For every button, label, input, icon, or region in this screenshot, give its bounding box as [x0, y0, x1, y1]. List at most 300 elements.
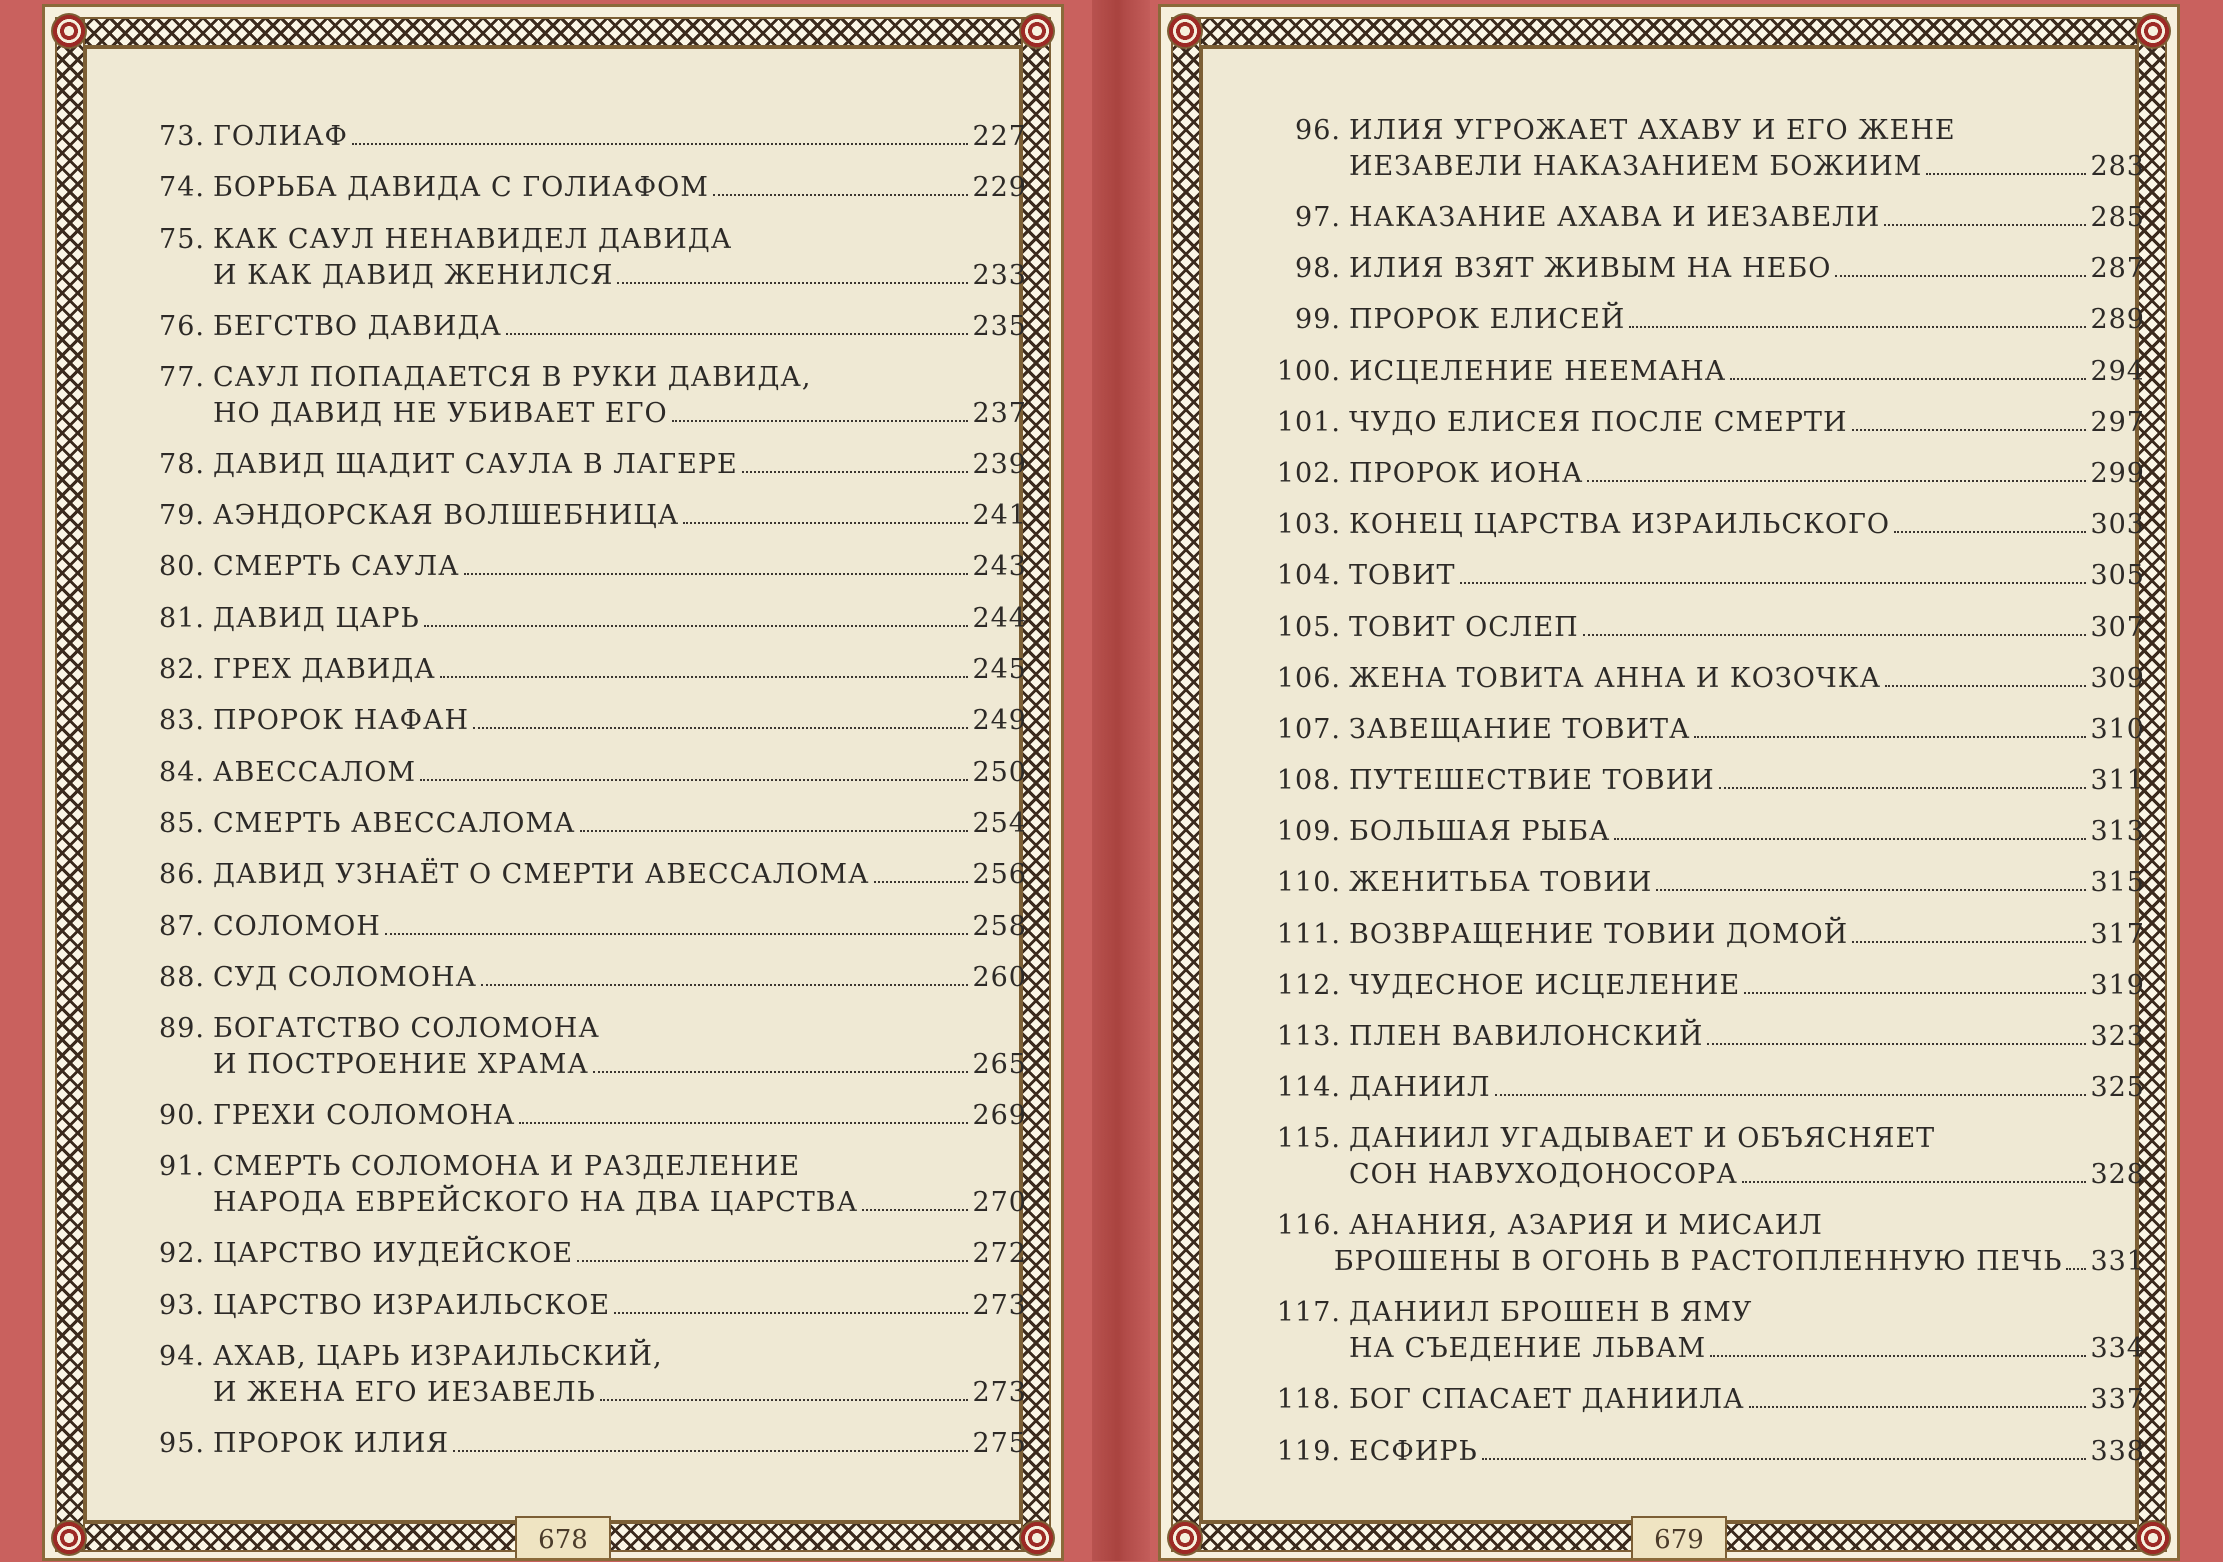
entry-page-number: 243	[972, 551, 1027, 583]
page-panel	[1201, 47, 2145, 1522]
entry-number: 93.	[159, 1289, 205, 1321]
entry-page-number: 235	[972, 310, 1027, 342]
corner-rosette-icon	[2135, 1520, 2171, 1556]
dot-leader	[1694, 736, 2086, 738]
corner-rosette-icon	[2135, 13, 2171, 49]
toc-line	[1265, 919, 2145, 970]
dot-leader	[440, 676, 969, 678]
dot-leader	[453, 1450, 968, 1452]
toc-line	[1265, 1072, 2145, 1123]
toc-line	[1265, 458, 2145, 509]
entry-title: НА СЪЕДЕНИЕ ЛЬВАМ	[1349, 1333, 1707, 1365]
dot-leader	[1460, 582, 2087, 584]
toc-line	[1265, 202, 2145, 253]
dot-leader	[1707, 1043, 2086, 1045]
entry-title: ДАНИИЛ БРОШЕН В ЯМУ	[1349, 1297, 1753, 1329]
entry-number: 109.	[1276, 816, 1341, 848]
dot-leader	[1744, 992, 2086, 994]
entry-number: 96.	[1295, 115, 1341, 146]
entry-number: 119.	[1276, 1435, 1341, 1467]
entry-title: ДАНИИЛ	[1349, 1072, 1491, 1104]
dot-leader	[1835, 275, 2086, 277]
entry-page-number: 283	[2090, 151, 2145, 182]
toc-entry	[1265, 919, 2145, 970]
entry-page-number: 260	[972, 961, 1027, 993]
toc-entry	[147, 603, 1027, 654]
toc-line	[1265, 765, 2145, 816]
entry-title: АЭНДОРСКАЯ ВОЛШЕБНИЦА	[213, 500, 680, 532]
entry-title: ПРОРОК НАФАН	[213, 705, 470, 737]
entry-number: 111.	[1276, 918, 1341, 950]
toc-line	[147, 1428, 1027, 1479]
toc-line	[147, 551, 1027, 602]
toc-line	[147, 1238, 1027, 1289]
corner-rosette-icon	[1019, 13, 1055, 49]
dot-leader	[1719, 787, 2087, 789]
entry-number: 92.	[159, 1238, 205, 1270]
toc-entry	[1265, 304, 2145, 355]
ornament-border-top	[55, 17, 1051, 47]
dot-leader	[1587, 480, 2086, 482]
entry-number: 85.	[159, 807, 205, 839]
toc-entry	[1265, 458, 2145, 509]
entry-page-number: 294	[2090, 355, 2145, 387]
entry-number: 105.	[1276, 611, 1341, 643]
toc-line	[1265, 714, 2145, 765]
dot-leader	[385, 933, 969, 935]
corner-rosette-icon	[1019, 1520, 1055, 1556]
entry-number: 101.	[1276, 406, 1341, 438]
entry-title: ЖЕНИТЬБА ТОВИИ	[1349, 867, 1653, 899]
entry-title: ТОВИТ ОСЛЕП	[1349, 611, 1579, 643]
entry-title: ПРОРОК ИОНА	[1349, 457, 1584, 489]
entry-page-number: 319	[2090, 969, 2145, 1001]
entry-title: И ЖЕНА ЕГО ИЕЗАВЕЛЬ	[213, 1377, 596, 1409]
dot-leader	[420, 779, 968, 781]
entry-page-number: 275	[972, 1428, 1027, 1460]
entry-title: ИЛИЯ УГРОЖАЕТ АХАВУ И ЕГО ЖЕНЕ	[1349, 115, 1956, 146]
entry-title: ИСЦЕЛЕНИЕ НЕЕМАНА	[1349, 355, 1727, 387]
dot-leader	[352, 143, 969, 145]
table-of-contents-left	[147, 121, 1027, 1479]
dot-leader	[593, 1071, 969, 1073]
entry-page-number: 250	[972, 756, 1027, 788]
entry-title: АВЕССАЛОМ	[213, 756, 417, 788]
entry-page-number: 227	[972, 121, 1027, 152]
toc-line	[147, 1377, 1027, 1428]
toc-entry	[147, 911, 1027, 962]
entry-title: ДАВИД ЩАДИТ САУЛА В ЛАГЕРЕ	[213, 448, 738, 480]
corner-rosette-icon	[51, 1520, 87, 1556]
entry-number: 100.	[1276, 355, 1341, 387]
entry-title: ГОЛИАФ	[213, 121, 348, 152]
entry-title: БОЛЬШАЯ РЫБА	[1349, 816, 1611, 848]
entry-title: НАКАЗАНИЕ АХАВА И ИЕЗАВЕЛИ	[1349, 202, 1881, 233]
toc-line	[147, 603, 1027, 654]
dot-leader	[1852, 429, 2087, 431]
entry-title: НО ДАВИД НЕ УБИВАЕТ ЕГО	[213, 397, 668, 429]
entry-page-number: 258	[972, 910, 1027, 942]
toc-entry	[1265, 663, 2145, 714]
toc-entry	[1265, 1297, 2145, 1384]
entry-page-number: 303	[2090, 509, 2145, 541]
dot-leader	[1749, 1406, 2087, 1408]
entry-number: 81.	[159, 602, 205, 634]
entry-title: И ПОСТРОЕНИЕ ХРАМА	[213, 1049, 589, 1081]
toc-line	[1265, 1436, 2145, 1487]
entry-title: НАРОДА ЕВРЕЙСКОГО НА ДВА ЦАРСТВА	[213, 1187, 859, 1219]
toc-entry	[147, 311, 1027, 362]
dot-leader	[577, 1260, 968, 1262]
entry-page-number: 323	[2090, 1021, 2145, 1052]
toc-entry	[1265, 407, 2145, 458]
entry-number: 80.	[159, 551, 205, 583]
toc-entry	[147, 757, 1027, 808]
toc-entry	[1265, 816, 2145, 867]
entry-number: 107.	[1276, 713, 1341, 745]
entry-page-number: 297	[2090, 406, 2145, 438]
dot-leader	[424, 625, 969, 627]
dot-leader	[1894, 531, 2086, 533]
entry-title: БРОШЕНЫ В ОГОНЬ В РАСТОПЛЕННУЮ ПЕЧЬ	[1333, 1246, 2063, 1278]
toc-line	[1265, 1384, 2145, 1435]
dot-leader	[1730, 378, 2086, 380]
dot-leader	[1885, 685, 2086, 687]
toc-line	[1265, 560, 2145, 611]
toc-entry	[1265, 714, 2145, 765]
entry-number: 76.	[159, 310, 205, 342]
toc-line	[147, 1341, 1027, 1377]
dot-leader	[1884, 224, 2086, 226]
entry-page-number: 337	[2090, 1384, 2145, 1416]
toc-entry	[1265, 1210, 2145, 1297]
entry-page-number: 273	[972, 1377, 1027, 1409]
entry-number: 88.	[159, 961, 205, 993]
entry-number: 73.	[159, 121, 205, 152]
entry-page-number: 307	[2090, 611, 2145, 643]
entry-number: 102.	[1276, 457, 1341, 489]
entry-number: 103.	[1276, 509, 1341, 541]
entry-title: АХАВ, ЦАРЬ ИЗРАИЛЬСКИЙ,	[213, 1341, 663, 1373]
page-number: 678	[515, 1516, 611, 1558]
dot-leader	[742, 471, 969, 473]
toc-line	[147, 808, 1027, 859]
entry-page-number: 265	[972, 1049, 1027, 1081]
entry-number: 77.	[159, 361, 205, 393]
entry-page-number: 311	[2090, 765, 2145, 797]
entry-number: 87.	[159, 910, 205, 942]
entry-number: 106.	[1276, 662, 1341, 694]
entry-page-number: 270	[972, 1187, 1027, 1219]
toc-entry	[1265, 1384, 2145, 1435]
toc-entry	[1265, 612, 2145, 663]
entry-title: ЧУДЕСНОЕ ИСЦЕЛЕНИЕ	[1349, 969, 1741, 1001]
dot-leader	[1583, 634, 2087, 636]
entry-title: САУЛ ПОПАДАЕТСЯ В РУКИ ДАВИДА,	[213, 361, 812, 393]
entry-page-number: 287	[2090, 253, 2145, 285]
entry-page-number: 334	[2090, 1333, 2145, 1365]
toc-line	[147, 757, 1027, 808]
toc-line	[147, 172, 1027, 223]
toc-entry	[147, 224, 1027, 311]
entry-title: СОЛОМОН	[213, 910, 381, 942]
entry-title: ЕСФИРЬ	[1349, 1435, 1478, 1467]
entry-number: 108.	[1276, 765, 1341, 797]
entry-title: БОГ СПАСАЕТ ДАНИИЛА	[1349, 1384, 1745, 1416]
entry-number: 95.	[159, 1428, 205, 1460]
entry-page-number: 325	[2090, 1072, 2145, 1104]
right-page	[1158, 4, 2180, 1561]
toc-line	[147, 1187, 1027, 1238]
dot-leader	[862, 1209, 968, 1211]
toc-entry	[1265, 1436, 2145, 1487]
entry-number: 86.	[159, 859, 205, 891]
toc-line	[1265, 867, 2145, 918]
toc-entry	[1265, 1123, 2145, 1210]
entry-number: 84.	[159, 756, 205, 788]
toc-line	[147, 449, 1027, 500]
toc-line	[1265, 1021, 2145, 1072]
toc-line	[1265, 151, 2145, 202]
toc-line	[1265, 1333, 2145, 1384]
entry-title: СМЕРТЬ САУЛА	[213, 551, 460, 583]
toc-line	[147, 311, 1027, 362]
corner-rosette-icon	[51, 13, 87, 49]
entry-number: 114.	[1276, 1072, 1341, 1104]
entry-number: 91.	[159, 1151, 205, 1183]
toc-entry	[147, 1151, 1027, 1238]
entry-page-number: 269	[972, 1100, 1027, 1132]
entry-page-number: 331	[2090, 1246, 2145, 1278]
toc-line	[1265, 970, 2145, 1021]
toc-line	[1265, 816, 2145, 867]
toc-entry	[1265, 867, 2145, 918]
entry-page-number: 310	[2090, 713, 2145, 745]
dot-leader	[481, 984, 969, 986]
toc-entry	[1265, 356, 2145, 407]
toc-entry	[147, 1428, 1027, 1479]
toc-line	[1265, 356, 2145, 407]
entry-page-number: 309	[2090, 662, 2145, 694]
toc-line	[147, 1151, 1027, 1187]
entry-number: 98.	[1295, 253, 1341, 285]
entry-title: СМЕРТЬ АВЕССАЛОМА	[213, 807, 576, 839]
entry-number: 112.	[1276, 969, 1341, 1001]
toc-line	[1265, 304, 2145, 355]
toc-line	[1265, 509, 2145, 560]
entry-page-number: 245	[972, 654, 1027, 686]
toc-line	[1265, 1246, 2145, 1297]
toc-entry	[147, 808, 1027, 859]
entry-title: БОГАТСТВО СОЛОМОНА	[213, 1013, 600, 1045]
entry-title: ВОЗВРАЩЕНИЕ ТОВИИ ДОМОЙ	[1349, 918, 1849, 950]
entry-title: ЧУДО ЕЛИСЕЯ ПОСЛЕ СМЕРТИ	[1349, 406, 1848, 438]
dot-leader	[1629, 326, 2086, 328]
toc-line	[147, 654, 1027, 705]
toc-line	[147, 500, 1027, 551]
page-number: 679	[1631, 1516, 1727, 1558]
dot-leader	[473, 727, 968, 729]
toc-line	[147, 1100, 1027, 1151]
toc-line	[147, 705, 1027, 756]
toc-line	[147, 362, 1027, 398]
dot-leader	[1482, 1458, 2087, 1460]
entry-title: ЦАРСТВО ИУДЕЙСКОЕ	[213, 1238, 574, 1270]
entry-page-number: 233	[972, 259, 1027, 291]
entry-page-number: 285	[2090, 202, 2145, 233]
entry-page-number: 315	[2090, 867, 2145, 899]
entry-title: ПРОРОК ЕЛИСЕЙ	[1349, 304, 1626, 336]
toc-line	[1265, 1297, 2145, 1333]
toc-entry	[147, 551, 1027, 602]
toc-line	[1265, 612, 2145, 663]
entry-title: КОНЕЦ ЦАРСТВА ИЗРАИЛЬСКОГО	[1349, 509, 1891, 541]
toc-line	[1265, 663, 2145, 714]
entry-number: 104.	[1276, 560, 1341, 592]
entry-page-number: 289	[2090, 304, 2145, 336]
toc-entry	[147, 1341, 1027, 1428]
entry-title: ДАВИД УЗНАЁТ О СМЕРТИ АВЕССАЛОМА	[213, 859, 870, 891]
entry-title: АНАНИЯ, АЗАРИЯ И МИСАИЛ	[1349, 1210, 1823, 1242]
entry-page-number: 299	[2090, 457, 2145, 489]
toc-entry	[147, 1013, 1027, 1100]
entry-number: 83.	[159, 705, 205, 737]
toc-entry	[1265, 509, 2145, 560]
dot-leader	[1926, 173, 2086, 175]
entry-title: ПЛЕН ВАВИЛОНСКИЙ	[1349, 1021, 1704, 1052]
dot-leader	[1614, 838, 2086, 840]
entry-page-number: 313	[2090, 816, 2145, 848]
entry-title: ИЛИЯ ВЗЯТ ЖИВЫМ НА НЕБО	[1349, 253, 1832, 285]
book-gutter	[1092, 0, 1150, 1561]
entry-number: 94.	[159, 1341, 205, 1373]
toc-line	[147, 1290, 1027, 1341]
toc-entry	[1265, 765, 2145, 816]
toc-line	[147, 398, 1027, 449]
entry-title: И КАК ДАВИД ЖЕНИЛСЯ	[213, 259, 614, 291]
entry-number: 113.	[1276, 1021, 1341, 1052]
entry-page-number: 338	[2090, 1435, 2145, 1467]
toc-line	[147, 121, 1027, 172]
dot-leader	[683, 522, 968, 524]
entry-page-number: 254	[972, 807, 1027, 839]
toc-line	[147, 224, 1027, 260]
ornament-border-left	[1171, 17, 1201, 1552]
entry-number: 74.	[159, 172, 205, 204]
toc-entry	[147, 172, 1027, 223]
dot-leader	[580, 830, 969, 832]
dot-leader	[1495, 1094, 2087, 1096]
entry-title: БОРЬБА ДАВИДА С ГОЛИАФОМ	[213, 172, 709, 204]
toc-line	[1265, 1210, 2145, 1246]
entry-title: СОН НАВУХОДОНОСОРА	[1349, 1159, 1738, 1191]
toc-entry	[147, 1290, 1027, 1341]
entry-number: 115.	[1276, 1123, 1341, 1155]
dot-leader	[874, 881, 969, 883]
entry-title: СУД СОЛОМОНА	[213, 961, 477, 993]
toc-entry	[1265, 202, 2145, 253]
entry-number: 78.	[159, 448, 205, 480]
entry-page-number: 237	[972, 397, 1027, 429]
entry-title: ГРЕХ ДАВИДА	[213, 654, 436, 686]
dot-leader	[519, 1122, 968, 1124]
toc-line	[1265, 253, 2145, 304]
entry-number: 97.	[1295, 202, 1341, 233]
entry-title: ЦАРСТВО ИЗРАИЛЬСКОЕ	[213, 1289, 611, 1321]
toc-entry	[1265, 115, 2145, 202]
toc-entry	[147, 962, 1027, 1013]
entry-number: 82.	[159, 654, 205, 686]
entry-title: СМЕРТЬ СОЛОМОНА И РАЗДЕЛЕНИЕ	[213, 1151, 801, 1183]
toc-entry	[1265, 253, 2145, 304]
dot-leader	[1710, 1355, 2086, 1357]
entry-number: 89.	[159, 1013, 205, 1045]
toc-entry	[147, 362, 1027, 449]
toc-line	[1265, 407, 2145, 458]
dot-leader	[614, 1312, 968, 1314]
entry-page-number: 241	[972, 500, 1027, 532]
page-panel	[85, 47, 1027, 1522]
ornament-border-top	[1171, 17, 2167, 47]
entry-page-number: 273	[972, 1289, 1027, 1321]
entry-page-number: 249	[972, 705, 1027, 737]
left-page	[42, 4, 1064, 1561]
toc-entry	[147, 500, 1027, 551]
toc-entry	[1265, 1072, 2145, 1123]
toc-entry	[147, 121, 1027, 172]
entry-number: 118.	[1276, 1384, 1341, 1416]
entry-title: ДАВИД ЦАРЬ	[213, 602, 420, 634]
toc-line	[147, 260, 1027, 311]
entry-number: 117.	[1276, 1297, 1341, 1329]
toc-entry	[1265, 560, 2145, 611]
dot-leader	[600, 1399, 969, 1401]
toc-entry	[1265, 1021, 2145, 1072]
toc-line	[147, 1049, 1027, 1100]
corner-rosette-icon	[1167, 1520, 1203, 1556]
entry-title: ПРОРОК ИЛИЯ	[213, 1428, 450, 1460]
entry-title: ДАНИИЛ УГАДЫВАЕТ И ОБЪЯСНЯЕТ	[1349, 1123, 1936, 1155]
toc-line	[147, 911, 1027, 962]
toc-entry	[1265, 970, 2145, 1021]
toc-line	[147, 859, 1027, 910]
entry-number: 99.	[1295, 304, 1341, 336]
toc-entry	[147, 654, 1027, 705]
toc-entry	[147, 859, 1027, 910]
dot-leader	[617, 282, 968, 284]
entry-title: КАК САУЛ НЕНАВИДЕЛ ДАВИДА	[213, 223, 733, 255]
toc-line	[1265, 1123, 2145, 1159]
toc-entry	[147, 449, 1027, 500]
entry-page-number: 317	[2090, 918, 2145, 950]
entry-page-number: 256	[972, 859, 1027, 891]
toc-line	[147, 962, 1027, 1013]
entry-title: ЗАВЕЩАНИЕ ТОВИТА	[1349, 713, 1691, 745]
entry-number: 110.	[1276, 867, 1341, 899]
corner-rosette-icon	[1167, 13, 1203, 49]
entry-page-number: 239	[972, 448, 1027, 480]
dot-leader	[506, 333, 969, 335]
entry-page-number: 328	[2090, 1159, 2145, 1191]
dot-leader	[464, 573, 969, 575]
dot-leader	[1852, 941, 2086, 943]
toc-entry	[147, 1100, 1027, 1151]
entry-title: ЖЕНА ТОВИТА АННА И КОЗОЧКА	[1349, 662, 1882, 694]
toc-entry	[147, 1238, 1027, 1289]
entry-page-number: 229	[972, 172, 1027, 204]
entry-page-number: 244	[972, 602, 1027, 634]
toc-line	[147, 1013, 1027, 1049]
